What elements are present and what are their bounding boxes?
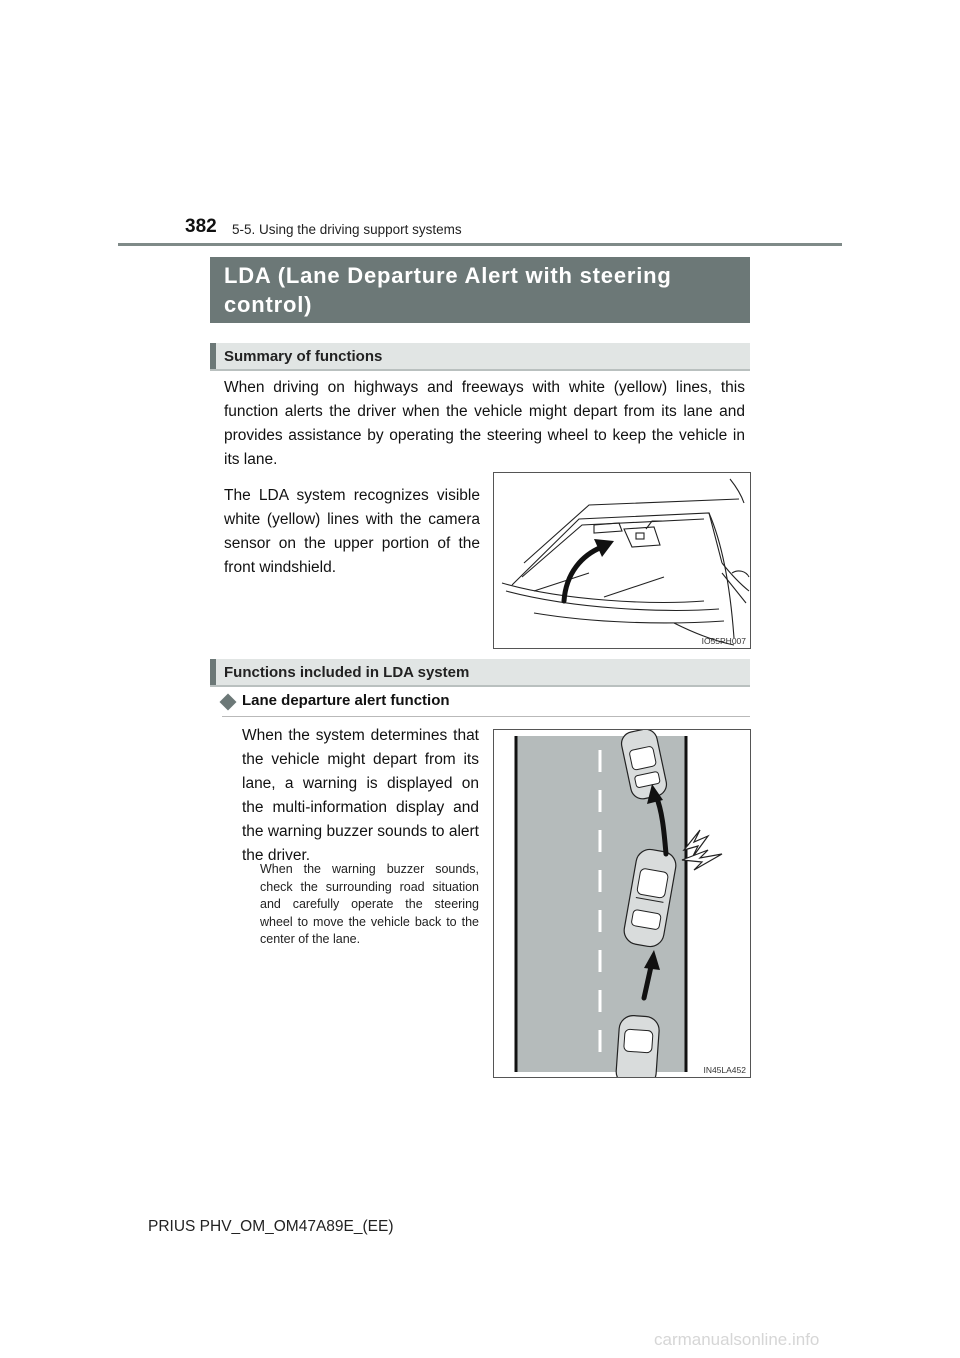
function-item-description: When the system determines that the vehicle might depart from its lane, a warning is displayed on the multi-information display and the warning buzzer sounds to alert the driver. bbox=[242, 727, 479, 864]
footer-doc-code: PRIUS PHV_OM_OM47A89E_(EE) bbox=[148, 1218, 394, 1235]
page-title: LDA (Lane Departure Alert with steering control) bbox=[224, 263, 672, 317]
function-item-title: Lane departure alert function bbox=[242, 692, 450, 709]
title-banner bbox=[210, 257, 750, 323]
summary-intro: When driving on highways and freeways with white (yellow) lines, this function alerts the driver when the vehicle might depart from its lane and provides assistance by operating the steering wheel to keep the vehicle in its lane. bbox=[224, 379, 745, 468]
windshield-illustration bbox=[494, 473, 750, 648]
page-number: 382 bbox=[185, 216, 217, 237]
diamond-bullet-icon bbox=[220, 694, 237, 711]
camera-description: The LDA system recognizes visible white (yellow) lines with the camera sensor on the upper portion of the front windshield. bbox=[224, 487, 480, 576]
functions-heading: Functions included in LDA system bbox=[224, 664, 470, 681]
section-header: 5-5. Using the driving support systems bbox=[232, 222, 462, 237]
header-rule bbox=[118, 243, 842, 246]
summary-heading: Summary of functions bbox=[224, 348, 383, 365]
functions-heading-bar bbox=[210, 659, 750, 687]
figure-code: IO55PH007 bbox=[701, 636, 746, 646]
heading-accent bbox=[210, 659, 216, 685]
summary-heading-bar bbox=[210, 343, 750, 371]
function-item-header bbox=[222, 692, 750, 717]
figure-code: IN45LA452 bbox=[703, 1065, 746, 1075]
watermark: carmanualsonline.info bbox=[654, 1330, 820, 1349]
lane-departure-illustration bbox=[494, 730, 750, 1077]
windshield-camera-figure bbox=[493, 472, 751, 649]
heading-accent bbox=[210, 343, 216, 369]
lane-departure-figure bbox=[493, 729, 751, 1078]
function-item-note: When the warning buzzer sounds, check the surrounding road situation and carefully operate the steering wheel to move the vehicle back to the center of the lane. bbox=[260, 862, 479, 946]
